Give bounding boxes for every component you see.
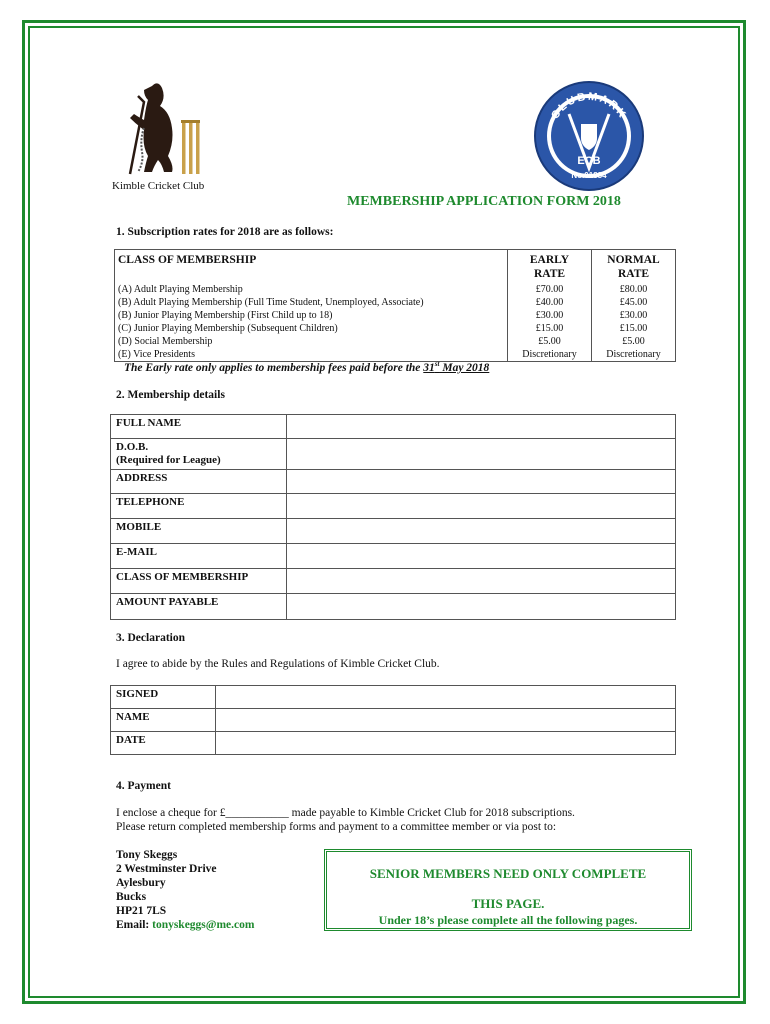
address-label: ADDRESS (111, 470, 287, 494)
mobile-label: MOBILE (111, 519, 287, 544)
amount-field[interactable] (287, 594, 676, 620)
col-early: EARLY RATE (508, 250, 592, 284)
signed-label: SIGNED (111, 686, 216, 709)
form-title: MEMBERSHIP APPLICATION FORM 2018 (347, 194, 621, 209)
table-row: (A) Adult Playing Membership £70.00 £80.00 (115, 283, 676, 296)
clubmark-badge-icon (533, 80, 645, 192)
table-row: (B) Junior Playing Membership (First Child up to 18) £30.00 £30.00 (115, 309, 676, 322)
name-label: NAME (111, 709, 216, 732)
telephone-label: TELEPHONE (111, 494, 287, 519)
club-name: Kimble Cricket Club (112, 180, 205, 192)
full-name-field[interactable] (287, 415, 676, 439)
membership-details-table (110, 414, 676, 620)
table-row: (D) Social Membership £5.00 £5.00 (115, 335, 676, 348)
club-logo-bear-icon (110, 78, 220, 188)
email-label: E-MAIL (111, 544, 287, 569)
postal-address: Tony Skeggs 2 Westminster Drive Aylesbury Bucks HP21 7LS Email: tonyskeggs@me.com (116, 849, 255, 931)
address-field[interactable] (287, 470, 676, 494)
date-label: DATE (111, 732, 216, 755)
section2-heading: 2. Membership details (116, 389, 225, 401)
amount-label: AMOUNT PAYABLE (111, 594, 287, 620)
contact-email-link[interactable]: tonyskeggs@me.com (152, 919, 255, 931)
early-rate-note: The Early rate only applies to membership fees paid before the 31st May 2018 (124, 360, 490, 374)
email-field[interactable] (287, 544, 676, 569)
clubmark-number: No.01884 (571, 171, 607, 180)
dob-label: D.O.B. (Required for League) (111, 439, 287, 470)
signature-table (110, 685, 676, 755)
section1-heading: 1. Subscription rates for 2018 are as follows: (116, 226, 334, 238)
mobile-field[interactable] (287, 519, 676, 544)
telephone-field[interactable] (287, 494, 676, 519)
clubmark-ecb: ECB (577, 155, 601, 167)
col-normal: NORMAL RATE (592, 250, 676, 284)
section3-heading: 3. Declaration (116, 632, 185, 644)
date-field[interactable] (216, 732, 676, 755)
table-row: (E) Vice Presidents Discretionary Discretionary (115, 348, 676, 362)
name-field[interactable] (216, 709, 676, 732)
col-class: CLASS OF MEMBERSHIP (118, 254, 257, 266)
full-name-label: FULL NAME (111, 415, 287, 439)
section4-heading: 4. Payment (116, 780, 171, 792)
class-field[interactable] (287, 569, 676, 594)
payment-text: I enclose a cheque for £___________ made payable to Kimble Cricket Club for 2018 subscriptions. Please return completed membership forms and payment to a committee member or via post to: (116, 807, 575, 833)
table-row: (C) Junior Playing Membership (Subsequent Children) £15.00 £15.00 (115, 322, 676, 335)
declaration-text: I agree to abide by the Rules and Regulations of Kimble Cricket Club. (116, 658, 440, 670)
rates-header-row (115, 250, 676, 284)
senior-members-notice: SENIOR MEMBERS NEED ONLY COMPLETE THIS PAGE. Under 18’s please complete all the following pages. (324, 849, 692, 931)
clubmark-text: CLUBMARK (549, 90, 629, 122)
dob-field[interactable] (287, 439, 676, 470)
class-label: CLASS OF MEMBERSHIP (111, 569, 287, 594)
subscription-rates-table (114, 249, 676, 362)
table-row: (B) Adult Playing Membership (Full Time Student, Unemployed, Associate) £40.00 £45.00 (115, 296, 676, 309)
signed-field[interactable] (216, 686, 676, 709)
